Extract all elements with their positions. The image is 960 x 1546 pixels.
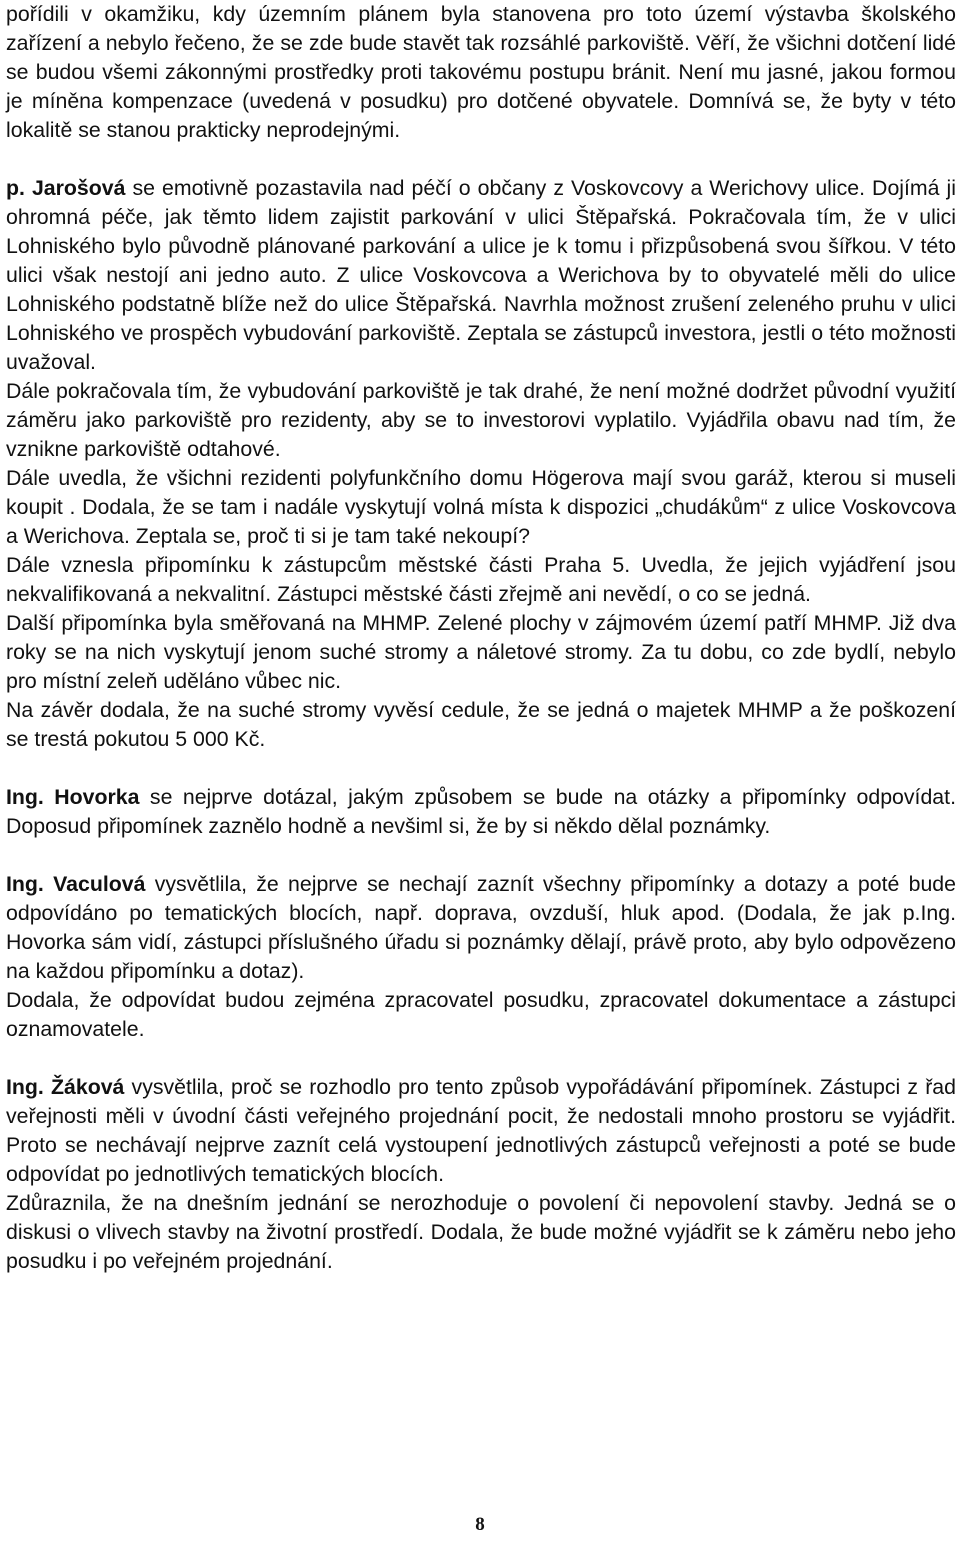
paragraph-hovorka (6, 783, 956, 841)
paragraph-text: Na závěr dodala, že na suché stromy vyvěsí cedule, že se jedná o majetek MHMP a že poškození se trestá pokutou 5 000 Kč. (6, 698, 956, 751)
paragraph-text: Dále uvedla, že všichni rezidenti polyfunkčního domu Högerova mají svou garáž, kterou si museli koupit . Dodala, že se tam i nadále vyskytují volná místa k dispozici „chudákům“ z ulice Voskovcova a Werichova. Zeptala se, proč ti si je tam také nekoupí? (6, 466, 956, 548)
paragraph-text: vysvětlila, proč se rozhodlo pro tento způsob vypořádávání připomínek. Zástupci z řad veřejnosti měli v úvodní části veřejného projednání pocit, že nedostali mnoho prostoru se vyjádřit. Proto se nechávají nejprve zaznít celá vystoupení jednotlivých zástupců veřejnosti a poté se bude odpovídat po jednotlivých tematických blocích. (6, 1075, 956, 1186)
paragraph-praha5 (6, 551, 956, 609)
speaker-name: p. Jarošová (6, 176, 126, 200)
paragraph-text: se nejprve dotázal, jakým způsobem se bude na otázky a připomínky odpovídat. Doposud připomínek zaznělo hodně a nevšiml si, že by si někdo dělal poznámky. (6, 785, 956, 838)
paragraph-garages (6, 464, 956, 551)
page-number: 8 (475, 1514, 485, 1535)
paragraph-parking-intro (6, 0, 956, 145)
speaker-name: Ing. Vaculová (6, 872, 146, 896)
paragraph-gap (6, 145, 956, 174)
paragraph-gap (6, 754, 956, 783)
paragraph-mhmp (6, 609, 956, 696)
paragraph-text: se emotivně pozastavila nad péčí o občany z Voskovcovy a Werichovy ulice. Dojímá ji ohromná péče, jak těmto lidem zajistit parkování v ulici Štěpařská. Pokračovala tím, že v ulici Lohniského bylo původně plánované parkování a ulice je k tomu i přizpůsobená svou šířkou. V této ulici však nestojí ani jedno auto. Z ulice Voskovcova a Werichova by to obyvatelé měli do ulice Lohniského podstatně blíže než do ulice Štěpařská. Navrhla možnost zrušení zeleného pruhu v ulici Lohniského ve prospěch vybudování parkoviště. Zeptala se zástupců investora, jestli o této možnosti uvažoval. (6, 176, 956, 374)
paragraph-zakova-emphasis (6, 1189, 956, 1276)
paragraph-jarosova (6, 174, 956, 377)
paragraph-text: vysvětlila, že nejprve se nechají zaznít všechny připomínky a dotazy a poté bude odpovídáno po tematických blocích, např. doprava, ovzduší, hluk apod. (Dodala, že jak p.Ing. Hovorka sám vidí, zástupci příslušného úřadu si poznámky dělají, právě proto, aby bylo odpovězeno na každou připomínku a dotaz). (6, 872, 956, 983)
paragraph-conclusion (6, 696, 956, 754)
paragraph-text: Další připomínka byla směřovaná na MHMP. Zelené plochy v zájmovém území patří MHMP. Již dva roky se na nich vyskytují jenom suché stromy a náletové stromy. Za tu dobu, co zde bydlí, nebylo pro místní zeleň uděláno vůbec nic. (6, 611, 956, 693)
paragraph-text: Zdůraznila, že na dnešním jednání se nerozhoduje o povolení či nepovolení stavby. Jedná se o diskusi o vlivech stavby na životní prostředí. Dodala, že bude možné vyjádřit se k záměru nebo jeho posudku i po veřejném projednání. (6, 1191, 956, 1273)
paragraph-vaculova-added (6, 986, 956, 1044)
paragraph-gap (6, 841, 956, 870)
speaker-name: Ing. Hovorka (6, 785, 140, 809)
paragraph-text: Dále vznesla připomínku k zástupcům městské části Praha 5. Uvedla, že jejich vyjádření jsou nekvalifikovaná a nekvalitní. Zástupci městské části zřejmě ani nevědí, o co se jedná. (6, 553, 956, 606)
speaker-name: Ing. Žáková (6, 1075, 125, 1099)
paragraph-parking-cost (6, 377, 956, 464)
paragraph-text: pořídili v okamžiku, kdy územním plánem byla stanovena pro toto území výstavba školského zařízení a nebylo řečeno, že se zde bude stavět tak rozsáhlé parkoviště. Věří, že všichni dotčení lidé se budou všemi zákonnými prostředky proti takovému postupu bránit. Není mu jasné, jakou formou je míněna kompenzace (uvedená v posudku) pro dotčené obyvatele. Domnívá se, že byty v této lokalitě se stanou prakticky neprodejnými. (6, 2, 956, 142)
paragraph-vaculova (6, 870, 956, 986)
paragraph-text: Dodala, že odpovídat budou zejména zpracovatel posudku, zpracovatel dokumentace a zástupci oznamovatele. (6, 988, 956, 1041)
paragraph-zakova (6, 1073, 956, 1189)
document-body (6, 0, 956, 1276)
paragraph-gap (6, 1044, 956, 1073)
paragraph-text: Dále pokračovala tím, že vybudování parkoviště je tak drahé, že není možné dodržet původní využití záměru jako parkoviště pro rezidenty, aby se to investorovi vyplatilo. Vyjádřila obavu nad tím, že vznikne parkoviště odtahové. (6, 379, 956, 461)
